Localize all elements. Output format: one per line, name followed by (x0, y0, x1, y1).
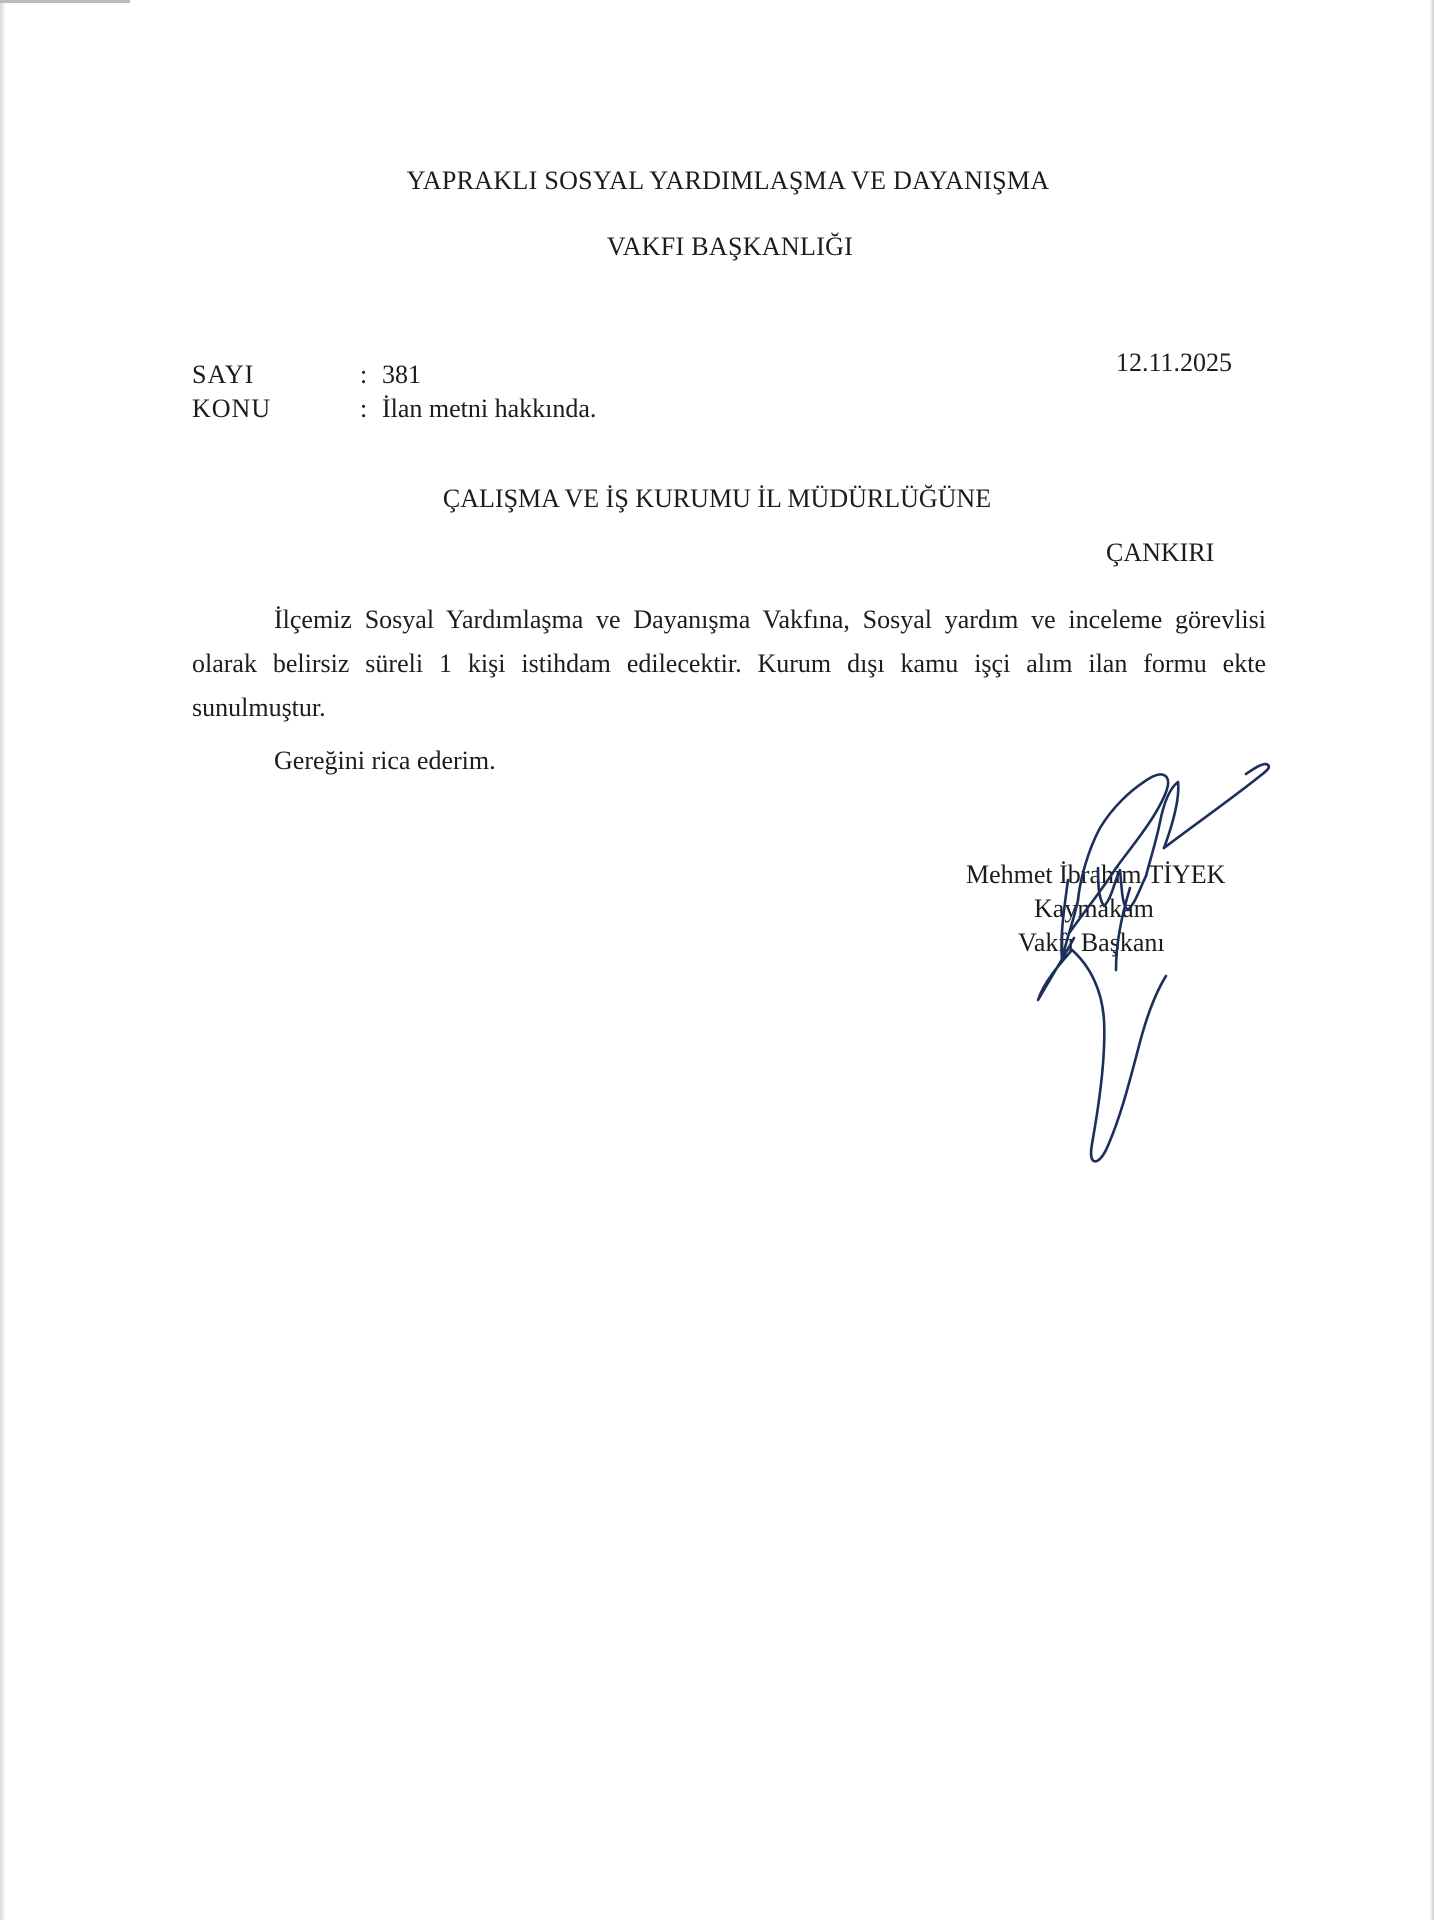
sayi-label: SAYI (192, 360, 255, 389)
signatory-role: Vakfı Başkanı (1018, 928, 1165, 957)
closing-line: Gereğini rica ederim. (274, 746, 496, 775)
konu-colon: : (360, 394, 368, 423)
recipient-city: ÇANKIRI (1106, 538, 1215, 567)
institution-name: YAPRAKLI SOSYAL YARDIMLAŞMA VE DAYANIŞMA (406, 166, 1050, 195)
scan-edge-top (0, 0, 130, 3)
recipient-office: ÇALIŞMA VE İŞ KURUMU İL MÜDÜRLÜĞÜNE (442, 484, 992, 513)
body-paragraph: İlçemiz Sosyal Yardımlaşma ve Dayanışma Vakfına, Sosyal yardım ve inceleme görevlisi olarak belirsiz süreli 1 kişi istihdam edilecektir. Kurum dışı kamu işçi alım ilan formu ekte sunulmuştur. (192, 605, 1266, 722)
institution-subtitle: VAKFI BAŞKANLIĞI (606, 232, 854, 261)
scan-edge-left (0, 0, 6, 1920)
document-date: 12.11.2025 (1116, 348, 1233, 377)
signatory-title: Kaymakam (1034, 894, 1154, 923)
handwritten-signature (980, 730, 1280, 1170)
scan-edge-right (1430, 0, 1434, 1920)
sayi-colon: : (360, 360, 368, 389)
sayi-value: 381 (382, 360, 421, 389)
signatory-name: Mehmet İbrahim TİYEK (966, 860, 1226, 889)
konu-value: İlan metni hakkında. (382, 394, 597, 423)
konu-label: KONU (192, 394, 272, 423)
